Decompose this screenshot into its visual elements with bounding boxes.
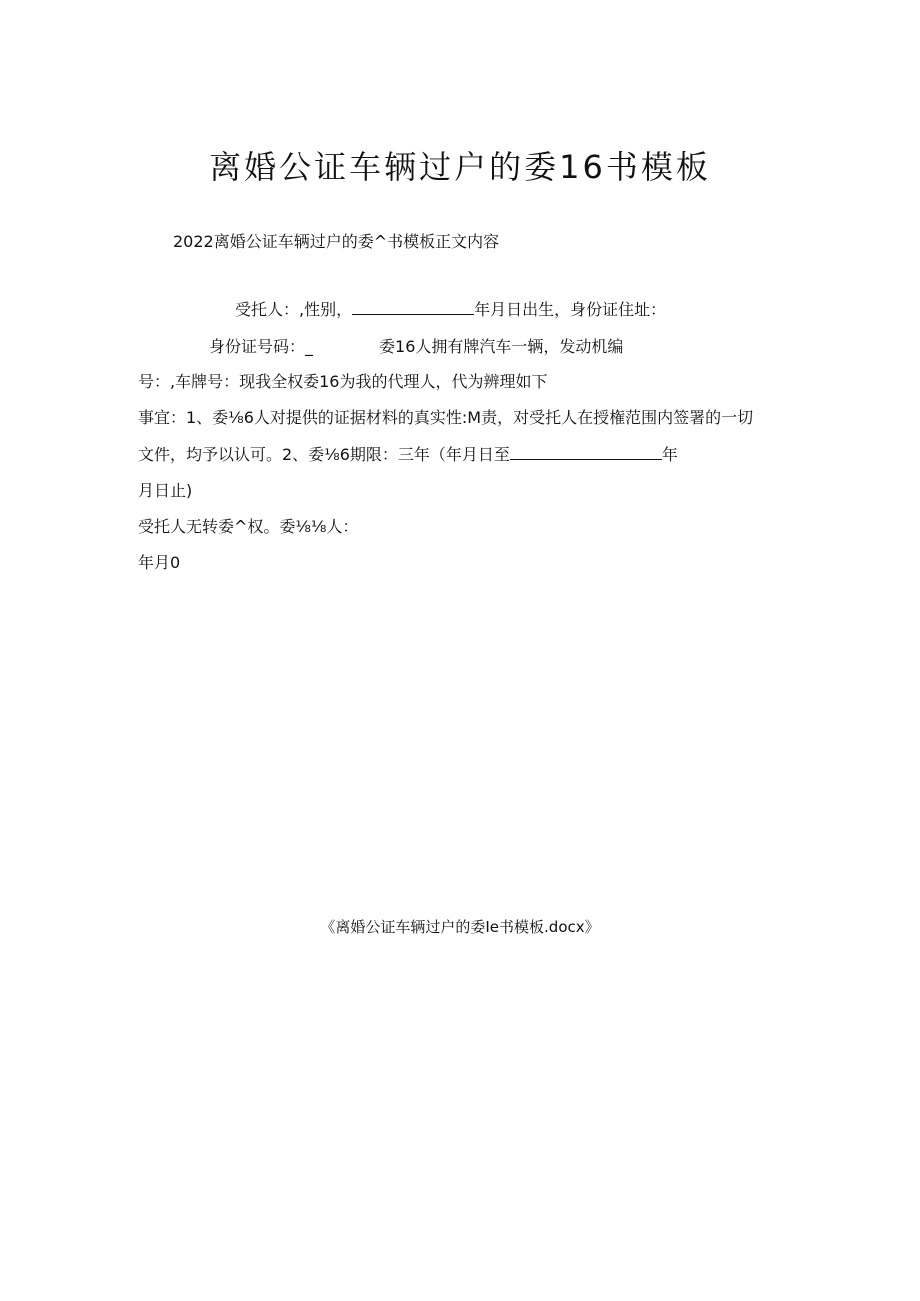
body-line-5-text-b: 年 <box>661 445 678 464</box>
body-line-1 <box>235 300 666 320</box>
body-line-5 <box>138 445 678 465</box>
body-line-2-text-a: 身份证号码：_ <box>209 337 314 356</box>
body-line-1-text-b: 年月日出生，身份证住址： <box>474 300 667 319</box>
document-subtitle: 2022离婚公证车辆过户的委^书模板正文内容 <box>173 232 500 251</box>
body-line-7: 受托人无转委^权。委⅛⅛人： <box>138 517 359 536</box>
body-line-3: 号：,车牌号：现我全权委16为我的代理人，代为辨理如下 <box>138 372 548 391</box>
body-line-1-text-a: 受托人：,性别， <box>235 300 353 319</box>
fill-blank <box>352 300 474 315</box>
document-filename: 《离婚公证车辆过户的委Ie书模板.docx》 <box>320 918 600 936</box>
fill-blank <box>510 445 662 460</box>
body-line-5-text-a: 文件，均予以认可。2、委⅛6期限：三年（年月日至 <box>138 445 510 464</box>
body-line-4: 事宜：1、委⅛6人对提供的证据材料的真实性:M责，对受托人在授権范围内签署的一切 <box>138 408 754 427</box>
body-line-2 <box>209 337 623 357</box>
body-line-6: 月日止) <box>138 481 193 500</box>
body-line-2-text-b: 委16人拥有牌汽车一辆，发动机编 <box>379 337 624 356</box>
document-title: 离婚公证车辆过户的委16书模板 <box>209 148 711 186</box>
body-line-8: 年月0 <box>138 553 181 572</box>
